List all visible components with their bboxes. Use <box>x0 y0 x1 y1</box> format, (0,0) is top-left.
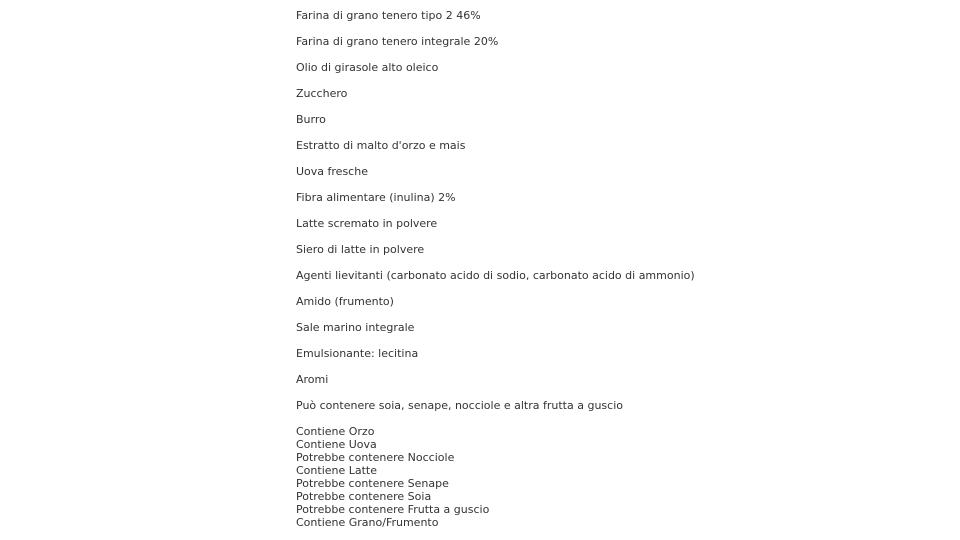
allergen-item: Potrebbe contenere Senape <box>296 477 449 490</box>
ingredient-line: Agenti lievitanti (carbonato acido di sodio, carbonato acido di ammonio) <box>296 269 695 282</box>
allergen-item: Contiene Latte <box>296 464 378 477</box>
ingredients-panel <box>296 9 916 529</box>
allergen-item: Potrebbe contenere Nocciole <box>296 451 455 464</box>
allergen-item: Contiene Grano/Frumento <box>296 516 439 529</box>
ingredient-line: Fibra alimentare (inulina) 2% <box>296 191 456 204</box>
ingredient-line: Amido (frumento) <box>296 295 394 308</box>
ingredient-line: Uova fresche <box>296 165 368 178</box>
ingredient-line: Siero di latte in polvere <box>296 243 425 256</box>
ingredient-line: Sale marino integrale <box>296 321 415 334</box>
ingredient-line: Burro <box>296 113 326 126</box>
ingredient-line: Aromi <box>296 373 329 386</box>
ingredient-line: Latte scremato in polvere <box>296 217 438 230</box>
ingredient-line: Olio di girasole alto oleico <box>296 61 439 74</box>
allergen-item: Contiene Orzo <box>296 425 375 438</box>
ingredient-line: Zucchero <box>296 87 348 100</box>
may-contain-note: Può contenere soia, senape, nocciole e altra frutta a guscio <box>296 399 623 412</box>
ingredient-line: Estratto di malto d'orzo e mais <box>296 139 466 152</box>
allergen-item: Contiene Uova <box>296 438 377 451</box>
allergen-item: Potrebbe contenere Soia <box>296 490 432 503</box>
ingredient-line: Farina di grano tenero integrale 20% <box>296 35 499 48</box>
allergen-list <box>296 425 916 529</box>
ingredient-line: Emulsionante: lecitina <box>296 347 419 360</box>
ingredient-line: Farina di grano tenero tipo 2 46% <box>296 9 481 22</box>
allergen-item: Potrebbe contenere Frutta a guscio <box>296 503 490 516</box>
